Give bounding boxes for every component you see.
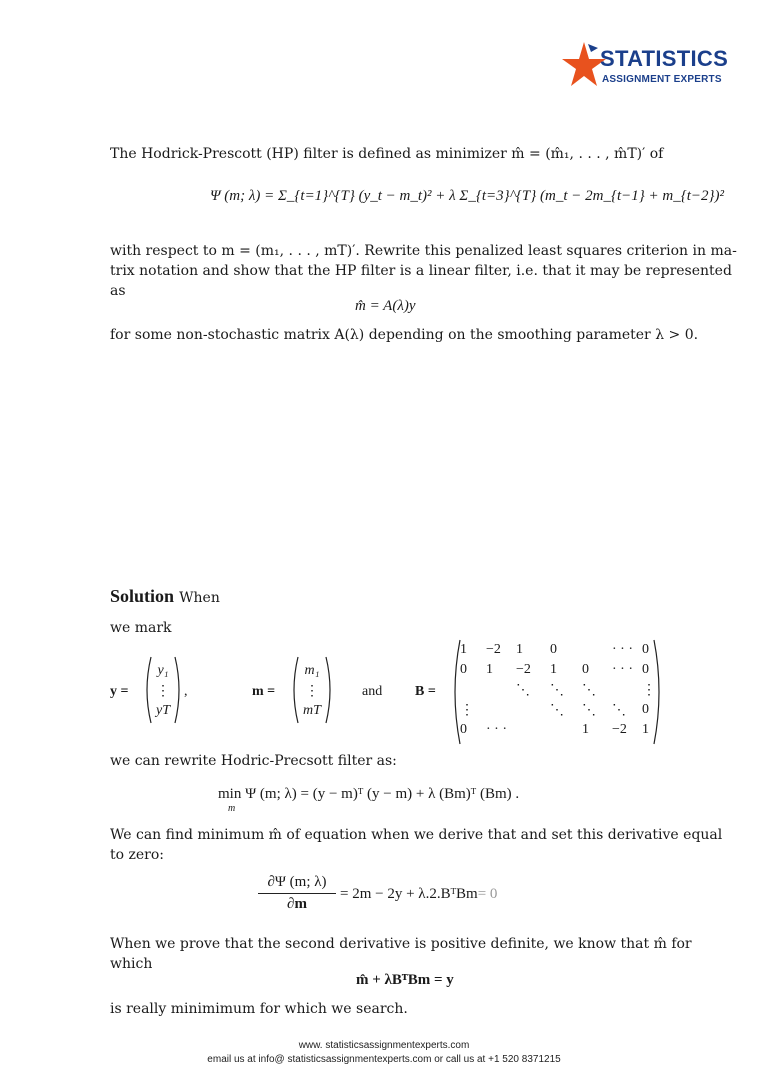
m-vector-label: m =: [252, 684, 276, 699]
company-logo: [560, 40, 740, 95]
min-subscript: m: [228, 803, 236, 814]
b-matrix-cell: 1: [550, 662, 557, 677]
logo-subtitle: ASSIGNMENT EXPERTS: [602, 74, 722, 85]
solution-heading-tail: When: [179, 590, 220, 606]
b-matrix-cell: ⋮: [460, 703, 474, 718]
prove-line1: When we prove that the second derivative is positive definite, we know that m̂ for: [110, 936, 692, 952]
b-matrix-cell: ⋱: [582, 703, 596, 718]
problem-paragraph-3: for some non-stochastic matrix A(λ) depending on the smoothing parameter λ > 0.: [110, 327, 699, 343]
m-entry-1: m₁: [304, 663, 320, 678]
rewrite-text: we can rewrite Hodric-Precsott filter as:: [110, 753, 397, 769]
y-entry-3: yT: [156, 703, 170, 718]
b-matrix-cell: ⋱: [516, 683, 530, 698]
b-matrix-cell: −2: [486, 642, 501, 657]
b-matrix-cell: 0: [582, 662, 589, 677]
y-vector-label: y =: [110, 684, 129, 699]
b-matrix-cell: ⋱: [550, 683, 564, 698]
problem-paragraph-line1: with respect to m = (m₁, . . . , mT)′. Rewrite this penalized least squares criterion in ma-: [110, 243, 737, 259]
m-entry-3: mT: [303, 703, 321, 718]
b-matrix-cell: −2: [612, 722, 627, 737]
solution-mark-text: we mark: [110, 620, 172, 636]
linear-filter-equation: m̂ = A(λ)y: [355, 298, 416, 314]
y-entry-1: y₁: [157, 663, 169, 678]
b-matrix-cell: · · ·: [486, 722, 507, 737]
fraction-bar: [258, 893, 336, 894]
derive-line1: We can find minimum m̂ of equation when we derive that and set this derivative equal: [110, 827, 723, 843]
b-matrix-cell: · · ·: [612, 662, 633, 677]
solution-heading-line: [110, 586, 220, 608]
b-matrix: [452, 638, 662, 746]
b-matrix-cell: ⋱: [550, 703, 564, 718]
logo-title: STATISTICS: [600, 46, 729, 71]
prove-line2: which: [110, 956, 153, 972]
b-matrix-cell: 1: [642, 722, 649, 737]
problem-intro: The Hodrick-Prescott (HP) filter is defined as minimizer m̂ = (m̂₁, . . . , m̂T)′ of: [110, 146, 664, 162]
footer-contact: email us at info@ statisticsassignmentexperts.com or call us at +1 520 8371215: [207, 1054, 561, 1065]
solution-heading: Solution: [110, 586, 175, 606]
final-equation: m̂ + λBᵀBm = y: [356, 972, 454, 988]
b-matrix-cell: ⋱: [612, 703, 626, 718]
b-matrix-cell: 0: [642, 702, 649, 717]
y-comma: ,: [184, 684, 188, 699]
b-matrix-cell: ⋱: [582, 683, 596, 698]
footer-website: www. statisticsassignmentexperts.com: [298, 1040, 470, 1051]
b-matrix-cell: 0: [460, 722, 467, 737]
b-matrix-cell: 0: [550, 642, 557, 657]
min-equation: min Ψ (m; λ) = (y − m)ᵀ (y − m) + λ (Bm)ᵀ (Bm) .: [218, 786, 520, 802]
b-matrix-cell: 1: [516, 642, 523, 657]
b-matrix-cell: · · ·: [612, 642, 633, 657]
m-entry-2: ⋮: [305, 684, 319, 699]
problem-paragraph-line3: as: [110, 283, 126, 299]
y-entry-2: ⋮: [156, 684, 170, 699]
derivative-numerator: ∂Ψ (m; λ): [267, 874, 327, 890]
b-matrix-cell: 1: [486, 662, 493, 677]
derivative-fraction: [258, 874, 336, 913]
y-vector: [143, 655, 183, 725]
derivative-rhs-tail: = 0: [477, 886, 498, 902]
b-matrix-cell: ⋮: [642, 683, 656, 698]
b-matrix-cell: 1: [582, 722, 589, 737]
derivative-rhs-main: = 2m − 2y + λ.2.BᵀBm: [340, 886, 478, 902]
derivative-rhs: [340, 886, 497, 903]
problem-paragraph-line2: trix notation and show that the HP filter is a linear filter, i.e. that it may be represented: [110, 263, 732, 279]
b-matrix-cell: 0: [642, 662, 649, 677]
b-matrix-cell: 1: [460, 642, 467, 657]
b-matrix-cell: −2: [516, 662, 531, 677]
objective-equation: Ψ (m; λ) = Σ_{t=1}^{T} (y_t − m_t)² + λ Σ_{t=3}^{T} (m_t − 2m_{t−1} + m_{t−2})²: [210, 188, 724, 204]
and-text: and: [362, 684, 383, 699]
m-vector: [290, 655, 334, 725]
last-line: is really minimimum for which we search.: [110, 1001, 408, 1017]
b-matrix-cell: 0: [460, 662, 467, 677]
b-matrix-label: B =: [415, 684, 436, 699]
derivative-denominator: ∂m: [287, 896, 307, 912]
derive-line2: to zero:: [110, 847, 165, 863]
b-matrix-cell: 0: [642, 642, 649, 657]
